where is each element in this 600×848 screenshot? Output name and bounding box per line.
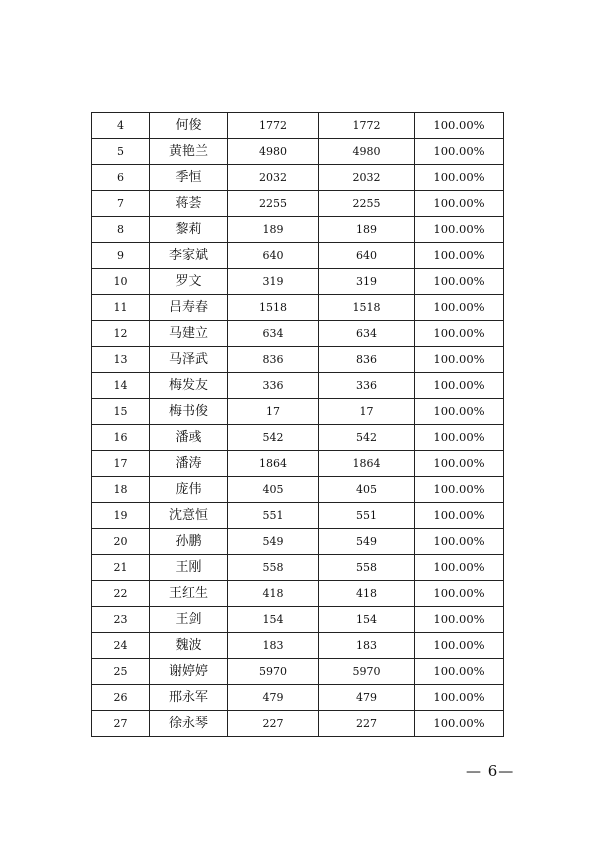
value-b-cell: 2255 xyxy=(319,191,415,217)
row-index-cell: 12 xyxy=(92,321,150,347)
name-cell: 王刚 xyxy=(150,555,228,581)
percentage-cell: 100.00% xyxy=(415,269,504,295)
value-b-cell: 542 xyxy=(319,425,415,451)
name-cell: 罗文 xyxy=(150,269,228,295)
row-index-cell: 16 xyxy=(92,425,150,451)
name-cell: 潘彧 xyxy=(150,425,228,451)
row-index-cell: 9 xyxy=(92,243,150,269)
percentage-cell: 100.00% xyxy=(415,295,504,321)
value-a-cell: 2255 xyxy=(228,191,319,217)
value-b-cell: 227 xyxy=(319,711,415,737)
name-cell: 黎莉 xyxy=(150,217,228,243)
row-index-cell: 7 xyxy=(92,191,150,217)
value-b-cell: 183 xyxy=(319,633,415,659)
table-row xyxy=(92,555,504,581)
row-index-cell: 25 xyxy=(92,659,150,685)
value-b-cell: 1772 xyxy=(319,113,415,139)
name-cell: 魏波 xyxy=(150,633,228,659)
table-row xyxy=(92,685,504,711)
value-a-cell: 640 xyxy=(228,243,319,269)
percentage-cell: 100.00% xyxy=(415,451,504,477)
name-cell: 王剑 xyxy=(150,607,228,633)
percentage-cell: 100.00% xyxy=(415,711,504,737)
value-a-cell: 418 xyxy=(228,581,319,607)
value-a-cell: 558 xyxy=(228,555,319,581)
table-row xyxy=(92,321,504,347)
name-cell: 王红生 xyxy=(150,581,228,607)
value-a-cell: 1772 xyxy=(228,113,319,139)
page-number: — 6— xyxy=(466,762,515,780)
row-index-cell: 23 xyxy=(92,607,150,633)
value-b-cell: 2032 xyxy=(319,165,415,191)
value-b-cell: 405 xyxy=(319,477,415,503)
value-a-cell: 319 xyxy=(228,269,319,295)
table-row xyxy=(92,633,504,659)
value-a-cell: 1864 xyxy=(228,451,319,477)
table-row xyxy=(92,711,504,737)
value-b-cell: 5970 xyxy=(319,659,415,685)
value-b-cell: 1518 xyxy=(319,295,415,321)
name-cell: 何俊 xyxy=(150,113,228,139)
value-a-cell: 1518 xyxy=(228,295,319,321)
name-cell: 蒋荟 xyxy=(150,191,228,217)
row-index-cell: 13 xyxy=(92,347,150,373)
value-a-cell: 551 xyxy=(228,503,319,529)
value-b-cell: 558 xyxy=(319,555,415,581)
table-row xyxy=(92,373,504,399)
table-row xyxy=(92,347,504,373)
name-cell: 庞伟 xyxy=(150,477,228,503)
value-b-cell: 4980 xyxy=(319,139,415,165)
row-index-cell: 6 xyxy=(92,165,150,191)
percentage-cell: 100.00% xyxy=(415,217,504,243)
value-a-cell: 5970 xyxy=(228,659,319,685)
table-row xyxy=(92,113,504,139)
row-index-cell: 4 xyxy=(92,113,150,139)
value-a-cell: 183 xyxy=(228,633,319,659)
percentage-cell: 100.00% xyxy=(415,555,504,581)
name-cell: 邢永军 xyxy=(150,685,228,711)
percentage-cell: 100.00% xyxy=(415,165,504,191)
percentage-cell: 100.00% xyxy=(415,373,504,399)
value-b-cell: 836 xyxy=(319,347,415,373)
row-index-cell: 26 xyxy=(92,685,150,711)
percentage-cell: 100.00% xyxy=(415,477,504,503)
table-body xyxy=(92,113,504,737)
value-a-cell: 189 xyxy=(228,217,319,243)
row-index-cell: 15 xyxy=(92,399,150,425)
row-index-cell: 14 xyxy=(92,373,150,399)
table-row xyxy=(92,529,504,555)
name-cell: 马建立 xyxy=(150,321,228,347)
value-b-cell: 640 xyxy=(319,243,415,269)
table-row xyxy=(92,295,504,321)
value-a-cell: 405 xyxy=(228,477,319,503)
name-cell: 李家斌 xyxy=(150,243,228,269)
value-a-cell: 836 xyxy=(228,347,319,373)
row-index-cell: 24 xyxy=(92,633,150,659)
row-index-cell: 11 xyxy=(92,295,150,321)
row-index-cell: 21 xyxy=(92,555,150,581)
percentage-cell: 100.00% xyxy=(415,659,504,685)
name-cell: 潘涛 xyxy=(150,451,228,477)
value-a-cell: 227 xyxy=(228,711,319,737)
table-row xyxy=(92,581,504,607)
table-row xyxy=(92,191,504,217)
table-row xyxy=(92,503,504,529)
value-b-cell: 17 xyxy=(319,399,415,425)
name-cell: 孙鹏 xyxy=(150,529,228,555)
name-cell: 梅发友 xyxy=(150,373,228,399)
row-index-cell: 8 xyxy=(92,217,150,243)
name-cell: 马泽武 xyxy=(150,347,228,373)
value-a-cell: 336 xyxy=(228,373,319,399)
table-row xyxy=(92,425,504,451)
table-row xyxy=(92,607,504,633)
percentage-cell: 100.00% xyxy=(415,685,504,711)
value-a-cell: 17 xyxy=(228,399,319,425)
percentage-cell: 100.00% xyxy=(415,399,504,425)
row-index-cell: 20 xyxy=(92,529,150,555)
percentage-cell: 100.00% xyxy=(415,503,504,529)
value-b-cell: 549 xyxy=(319,529,415,555)
percentage-cell: 100.00% xyxy=(415,425,504,451)
value-a-cell: 634 xyxy=(228,321,319,347)
value-b-cell: 634 xyxy=(319,321,415,347)
percentage-cell: 100.00% xyxy=(415,633,504,659)
value-b-cell: 1864 xyxy=(319,451,415,477)
table-row xyxy=(92,399,504,425)
percentage-cell: 100.00% xyxy=(415,243,504,269)
table-row xyxy=(92,659,504,685)
percentage-cell: 100.00% xyxy=(415,607,504,633)
value-a-cell: 4980 xyxy=(228,139,319,165)
value-a-cell: 479 xyxy=(228,685,319,711)
name-cell: 黄艳兰 xyxy=(150,139,228,165)
table-row xyxy=(92,139,504,165)
value-b-cell: 551 xyxy=(319,503,415,529)
row-index-cell: 5 xyxy=(92,139,150,165)
table-row xyxy=(92,477,504,503)
row-index-cell: 22 xyxy=(92,581,150,607)
data-table xyxy=(91,112,504,737)
percentage-cell: 100.00% xyxy=(415,139,504,165)
percentage-cell: 100.00% xyxy=(415,581,504,607)
percentage-cell: 100.00% xyxy=(415,113,504,139)
value-b-cell: 154 xyxy=(319,607,415,633)
name-cell: 吕寿春 xyxy=(150,295,228,321)
row-index-cell: 18 xyxy=(92,477,150,503)
table-row xyxy=(92,269,504,295)
value-b-cell: 418 xyxy=(319,581,415,607)
value-b-cell: 189 xyxy=(319,217,415,243)
name-cell: 梅书俊 xyxy=(150,399,228,425)
table-row xyxy=(92,243,504,269)
table-row xyxy=(92,451,504,477)
value-b-cell: 336 xyxy=(319,373,415,399)
row-index-cell: 10 xyxy=(92,269,150,295)
value-a-cell: 542 xyxy=(228,425,319,451)
value-a-cell: 154 xyxy=(228,607,319,633)
percentage-cell: 100.00% xyxy=(415,347,504,373)
name-cell: 季恒 xyxy=(150,165,228,191)
row-index-cell: 17 xyxy=(92,451,150,477)
value-a-cell: 549 xyxy=(228,529,319,555)
name-cell: 沈意恒 xyxy=(150,503,228,529)
value-b-cell: 479 xyxy=(319,685,415,711)
percentage-cell: 100.00% xyxy=(415,529,504,555)
value-a-cell: 2032 xyxy=(228,165,319,191)
table-row xyxy=(92,217,504,243)
percentage-cell: 100.00% xyxy=(415,191,504,217)
name-cell: 徐永琴 xyxy=(150,711,228,737)
name-cell: 谢婷婷 xyxy=(150,659,228,685)
value-b-cell: 319 xyxy=(319,269,415,295)
percentage-cell: 100.00% xyxy=(415,321,504,347)
row-index-cell: 19 xyxy=(92,503,150,529)
table-row xyxy=(92,165,504,191)
row-index-cell: 27 xyxy=(92,711,150,737)
